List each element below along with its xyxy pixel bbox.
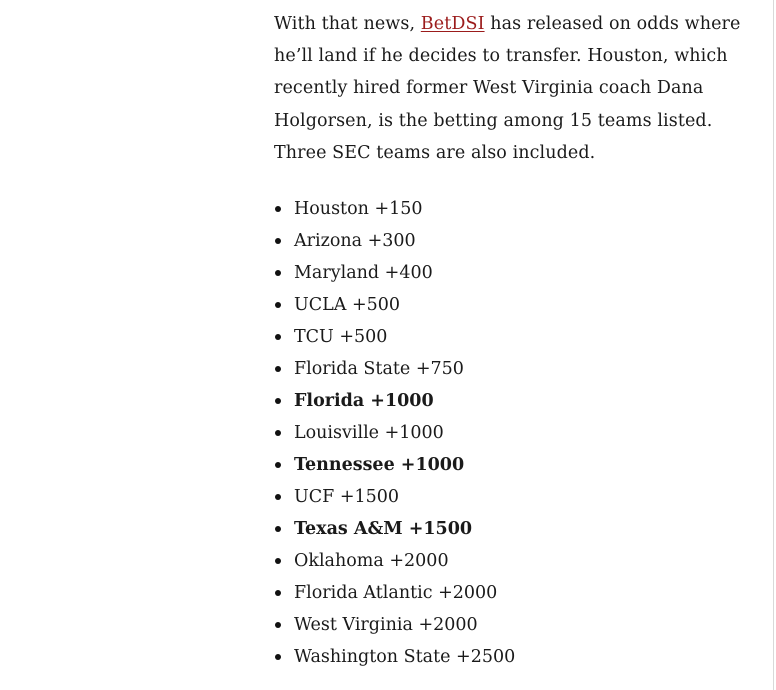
betdsi-link[interactable]: BetDSI [420,14,485,34]
bullet-icon [275,654,281,660]
bullet-icon [275,398,281,404]
team-odds-text: UCF +1500 [294,487,400,507]
list-item [274,545,515,577]
bullet-icon [275,430,281,436]
bullet-icon [275,590,281,596]
bullet-icon [275,462,281,468]
team-odds-list [274,193,515,673]
intro-paragraph [274,8,744,169]
team-odds-text: Oklahoma +2000 [294,551,449,571]
list-item [274,609,515,641]
list-item [274,257,515,289]
team-odds-text: Texas A&M +1500 [294,519,473,539]
page-edge-divider [773,0,774,690]
team-odds-text: Houston +150 [294,199,423,219]
team-odds-text: Louisville +1000 [294,423,444,443]
team-odds-text: Washington State +2500 [294,647,516,667]
list-item [274,641,515,673]
team-odds-text: Florida +1000 [294,391,434,411]
list-item [274,417,515,449]
team-odds-text: Florida Atlantic +2000 [294,583,498,603]
list-item [274,385,515,417]
bullet-icon [275,270,281,276]
bullet-icon [275,558,281,564]
bullet-icon [275,526,281,532]
intro-text-rest: has released on odds where he’ll land if he decides to transfer. Houston, which recently hired former West Virginia coach Dana Holgorsen, is the betting among 15 teams listed. Three SEC teams are also included. [274,14,741,163]
list-item [274,353,515,385]
list-item [274,225,515,257]
bullet-icon [275,494,281,500]
list-item [274,321,515,353]
team-odds-text: Florida State +750 [294,359,464,379]
bullet-icon [275,238,281,244]
list-item [274,449,515,481]
list-item [274,577,515,609]
article-body [274,8,744,667]
bullet-icon [275,334,281,340]
intro-text-start: With that news, [274,14,421,34]
team-odds-text: UCLA +500 [294,295,401,315]
team-odds-text: Maryland +400 [294,263,433,283]
team-odds-text: Arizona +300 [294,231,416,251]
bullet-icon [275,302,281,308]
list-item [274,193,515,225]
bullet-icon [275,366,281,372]
team-odds-text: TCU +500 [294,327,388,347]
list-item [274,513,515,545]
team-odds-text: West Virginia +2000 [294,615,478,635]
list-item [274,481,515,513]
bullet-icon [275,622,281,628]
bullet-icon [275,206,281,212]
team-odds-text: Tennessee +1000 [294,455,465,475]
list-item [274,289,515,321]
